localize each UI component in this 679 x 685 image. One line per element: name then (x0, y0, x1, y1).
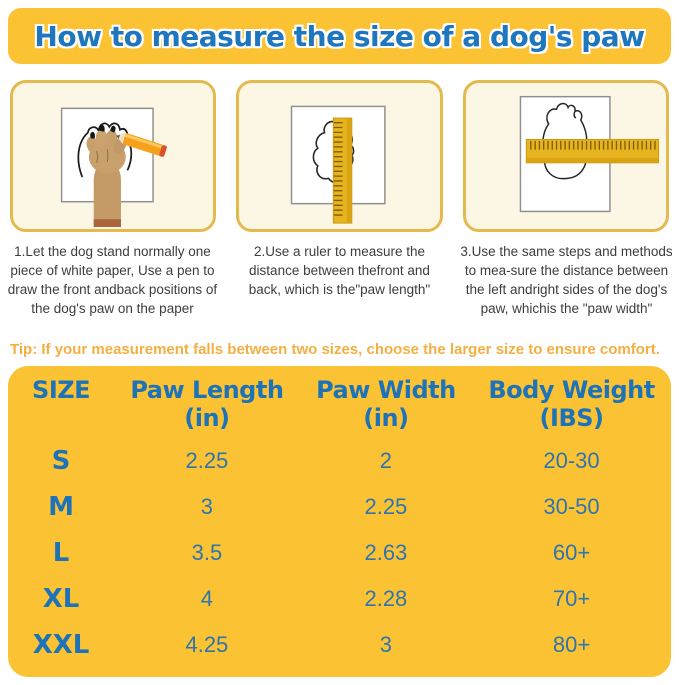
paw-length-xl: 4 (200, 586, 214, 611)
step-captions-row (2, 242, 677, 318)
step3-panel (463, 80, 669, 232)
horizontal-ruler-icon (526, 139, 658, 162)
tip-text: Tip: If your measurement falls between two sizes, choose the larger size to ensure comfort. (10, 341, 660, 358)
paw-length-l: 3.5 (191, 540, 223, 565)
step1-panel (10, 80, 216, 232)
size-label-m: M (48, 492, 74, 522)
size-label-s: S (51, 446, 71, 476)
horizontal-ruler-measuring-illustration (466, 83, 666, 229)
vertical-ruler-icon (334, 118, 352, 223)
step1-caption: 1.Let the dog stand normally one piece of white paper, Use a pen to draw the front andback positions of the dog's paw on the paper (7, 244, 218, 316)
dog-paw-on-paper-with-pencil-illustration (13, 83, 213, 229)
column-header-paw-width: Paw Width (in) (316, 376, 456, 432)
column-header-body-weight: Body Weight (IBS) (488, 376, 655, 432)
paw-width-m: 2.25 (364, 494, 408, 519)
vertical-ruler-measuring-illustration (239, 83, 439, 229)
paw-width-xxl: 3 (379, 632, 393, 657)
column-header-size: SIZE (32, 376, 91, 404)
page-title: How to measure the size of a dog's paw (34, 19, 645, 53)
body-weight-xxl: 80+ (552, 632, 591, 657)
step-panels-row (10, 80, 669, 232)
paw-length-s: 2.25 (185, 448, 229, 473)
size-chart-table (8, 366, 671, 677)
column-header-paw-length: Paw Length (in) (130, 376, 284, 432)
paw-width-xl: 2.28 (364, 586, 408, 611)
size-label-xxl: XXL (32, 630, 90, 660)
title-banner (8, 8, 671, 64)
size-label-l: L (52, 538, 70, 568)
step2-panel (236, 80, 442, 232)
body-weight-s: 20-30 (543, 448, 600, 473)
paw-width-s: 2 (379, 448, 393, 473)
step3-caption: 3.Use the same steps and methods to mea-sure the distance between the left andright sides of the dog's paw, whichis the "paw width" (460, 244, 673, 316)
size-label-xl: XL (42, 584, 80, 614)
paw-length-m: 3 (200, 494, 214, 519)
body-weight-m: 30-50 (543, 494, 600, 519)
paw-width-l: 2.63 (364, 540, 408, 565)
body-weight-l: 60+ (552, 540, 591, 565)
body-weight-xl: 70+ (552, 586, 591, 611)
paw-length-xxl: 4.25 (185, 632, 229, 657)
step2-caption: 2.Use a ruler to measure the distance between thefront and back, which is the"paw length" (248, 244, 431, 297)
